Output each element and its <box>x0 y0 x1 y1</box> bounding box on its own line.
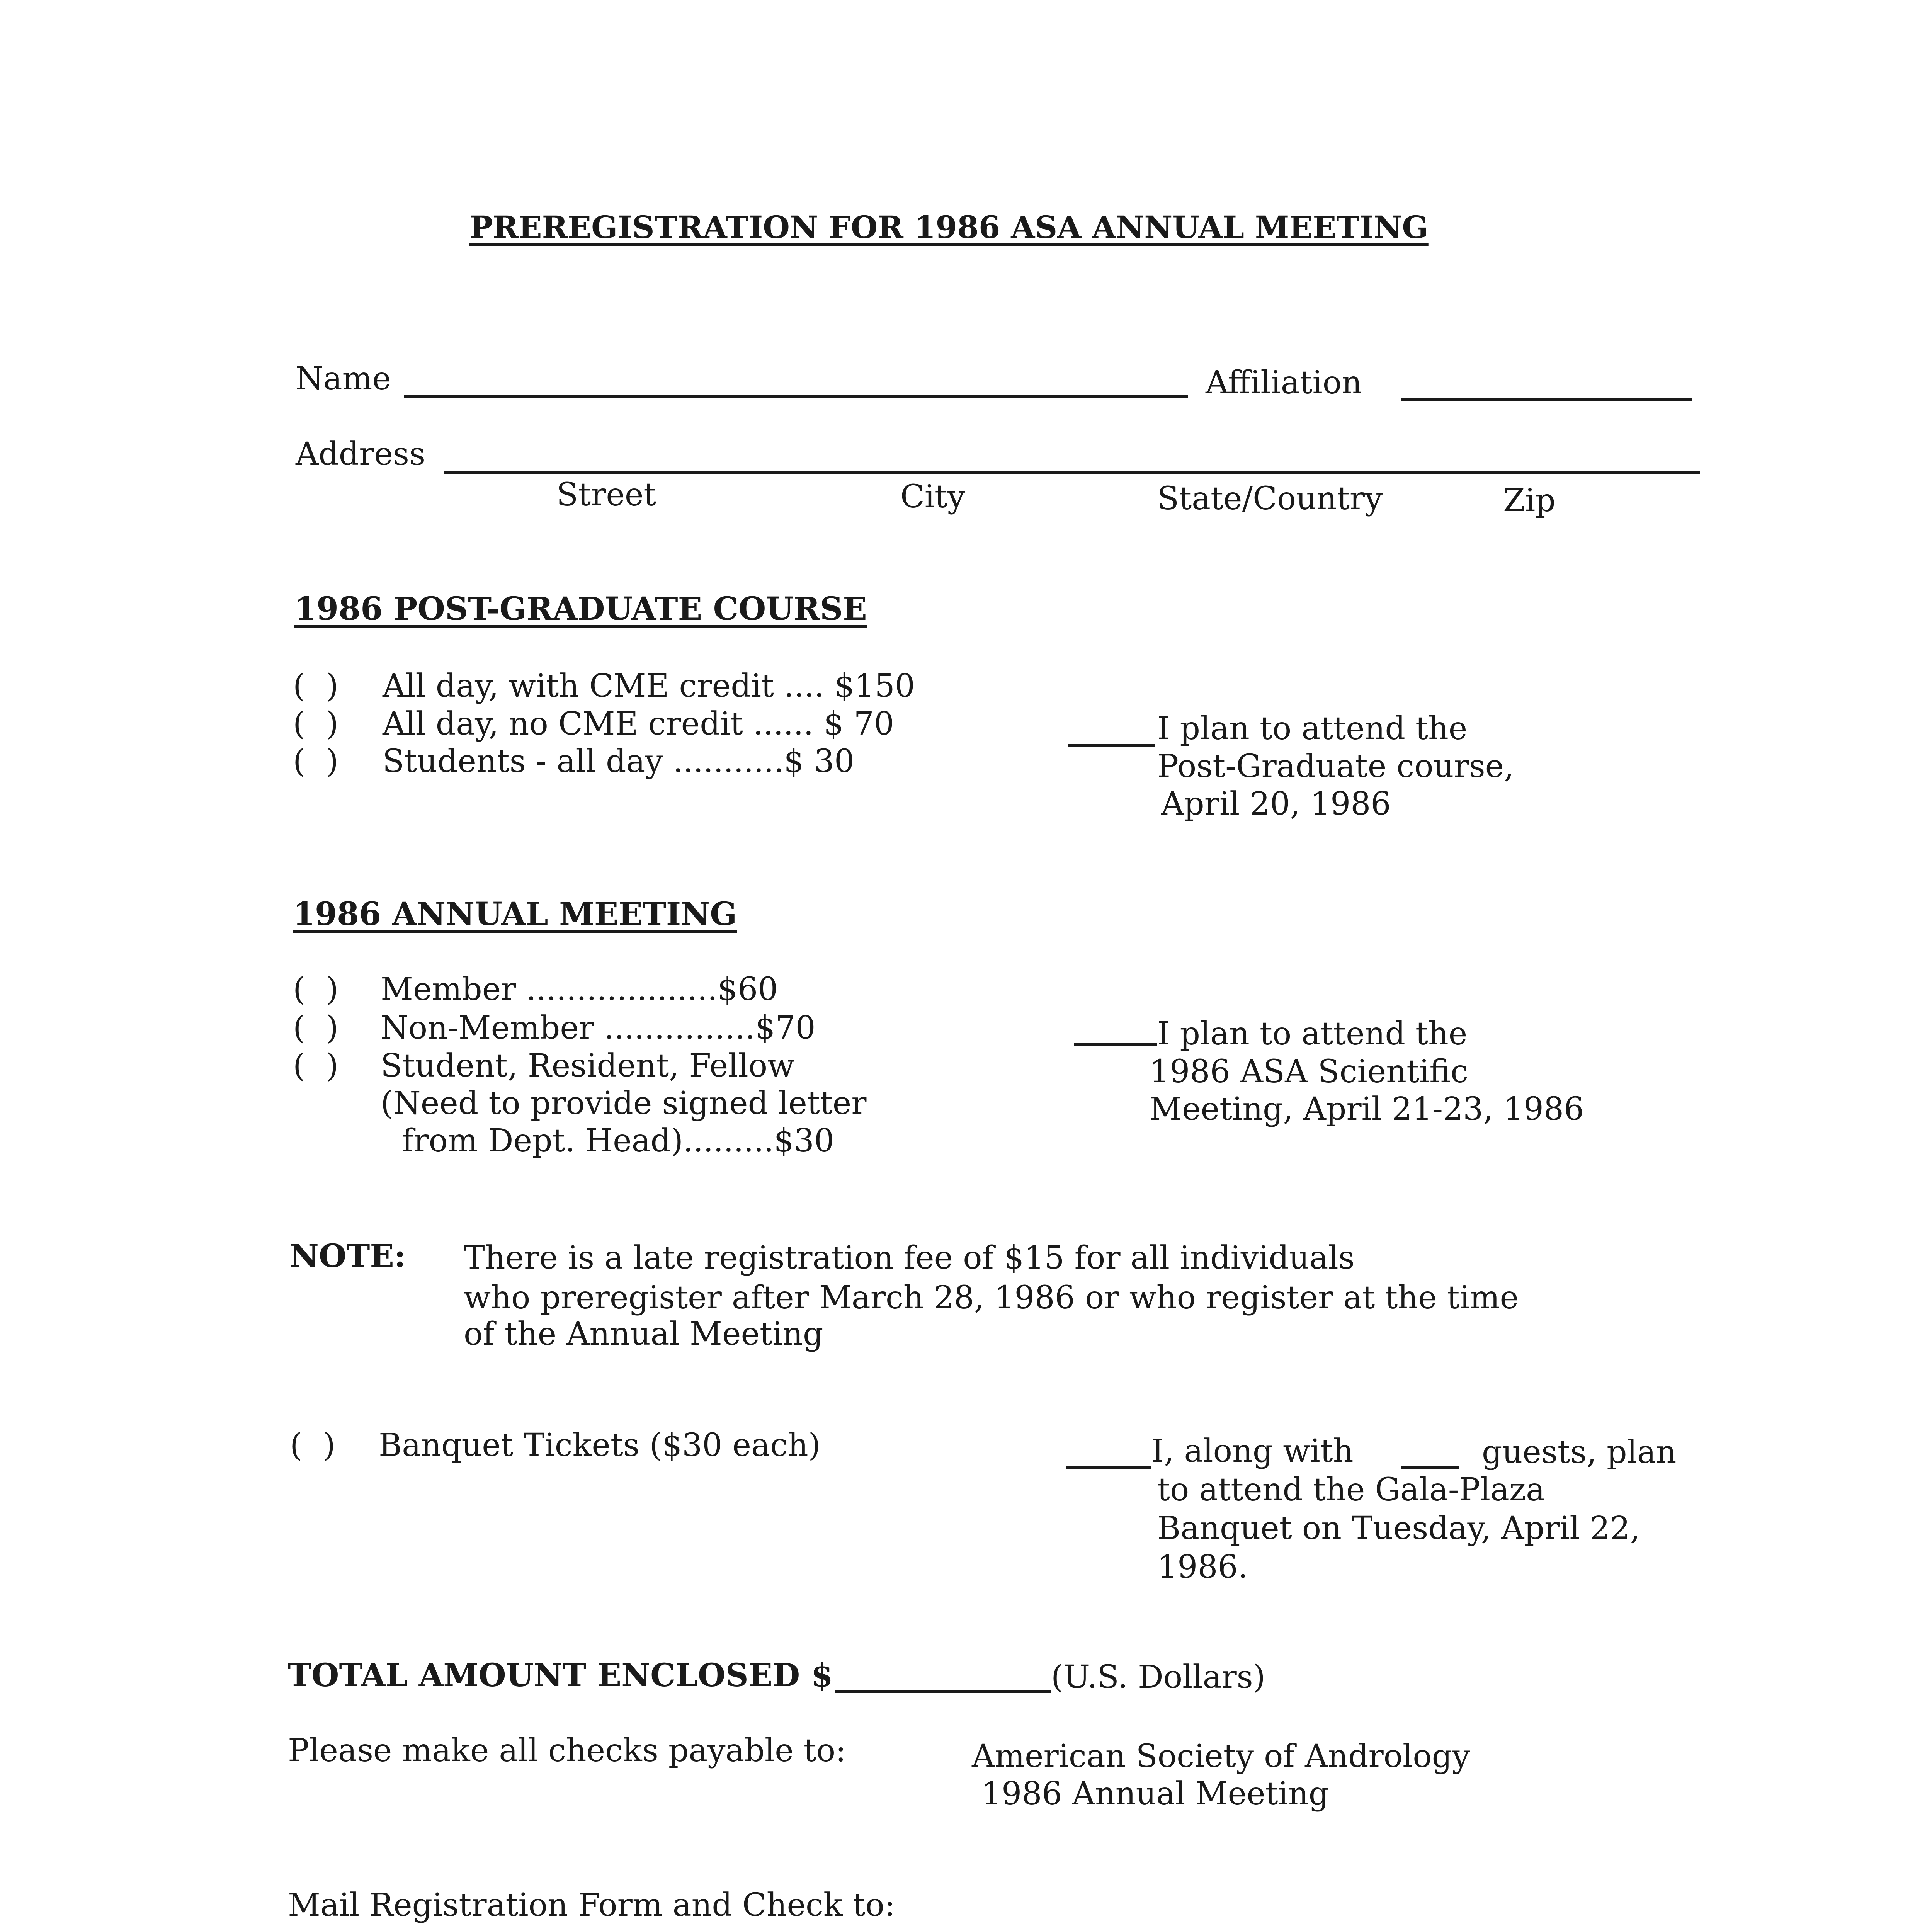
annual-option-3-label: Student, Resident, Fellow <box>381 1048 795 1084</box>
annual-student-note-2: from Dept. Head).........$30 <box>402 1122 835 1159</box>
annual-option-1-box[interactable]: ( ) <box>293 971 344 1008</box>
address-part-city: City <box>900 478 966 515</box>
address-part-street: Street <box>556 476 656 513</box>
address-field[interactable] <box>444 471 1700 474</box>
postgrad-option-2-box[interactable]: ( ) <box>293 706 344 742</box>
payable-label: Please make all checks payable to: <box>288 1732 846 1769</box>
postgrad-option-1-label: All day, with CME credit .... $150 <box>383 668 915 704</box>
banquet-guests-blank[interactable] <box>1401 1466 1459 1469</box>
banquet-line-4: 1986. <box>1157 1549 1248 1585</box>
name-label: Name <box>296 361 391 397</box>
affiliation-field[interactable] <box>1401 398 1692 401</box>
payable-line-1: American Society of Andrology <box>972 1738 1470 1775</box>
banquet-line-2: to attend the Gala-Plaza <box>1157 1471 1545 1508</box>
annual-option-2-label: Non-Member ...............$70 <box>381 1010 816 1046</box>
name-field[interactable] <box>404 395 1188 398</box>
annual-option-1-label: Member ...................$60 <box>381 971 778 1008</box>
annual-student-note-1: (Need to provide signed letter <box>381 1085 867 1122</box>
mail-label: Mail Registration Form and Check to: <box>288 1887 895 1923</box>
annual-attend-blank[interactable] <box>1074 1043 1157 1046</box>
postgrad-option-2-label: All day, no CME credit ...... $ 70 <box>383 706 894 742</box>
total-label: TOTAL AMOUNT ENCLOSED $ <box>288 1657 833 1694</box>
total-suffix: (U.S. Dollars) <box>1051 1659 1265 1696</box>
banquet-attend-blank[interactable] <box>1066 1466 1151 1469</box>
total-amount-field[interactable] <box>835 1690 1051 1693</box>
address-part-state: State/Country <box>1157 480 1383 517</box>
address-part-zip: Zip <box>1503 482 1556 519</box>
postgrad-heading: 1986 POST-GRADUATE COURSE <box>294 590 867 628</box>
postgrad-option-1-box[interactable]: ( ) <box>293 668 344 704</box>
postgrad-option-3-label: Students - all day ...........$ 30 <box>383 743 855 780</box>
note-label: NOTE: <box>290 1238 406 1275</box>
annual-attend-line-2: 1986 ASA Scientific <box>1150 1053 1468 1090</box>
note-line-3: of the Annual Meeting <box>464 1316 823 1352</box>
annual-attend-line-1: I plan to attend the <box>1157 1015 1468 1052</box>
page-title: PREREGISTRATION FOR 1986 ASA ANNUAL MEETING <box>469 209 1429 245</box>
note-line-1: There is a late registration fee of $15 for all individuals <box>464 1240 1355 1276</box>
postgrad-option-3-box[interactable]: ( ) <box>293 743 344 780</box>
postgrad-attend-line-3: April 20, 1986 <box>1161 786 1391 822</box>
address-label: Address <box>296 436 426 473</box>
banquet-label: Banquet Tickets ($30 each) <box>379 1427 821 1464</box>
banquet-box[interactable]: ( ) <box>290 1427 341 1464</box>
payable-line-2: 1986 Annual Meeting <box>981 1776 1329 1812</box>
annual-heading: 1986 ANNUAL MEETING <box>293 896 737 933</box>
annual-attend-line-3: Meeting, April 21-23, 1986 <box>1150 1091 1584 1128</box>
banquet-line-3: Banquet on Tuesday, April 22, <box>1157 1510 1640 1547</box>
affiliation-label: Affiliation <box>1206 364 1362 401</box>
postgrad-attend-line-1: I plan to attend the <box>1157 710 1468 747</box>
postgrad-attend-blank[interactable] <box>1068 744 1155 747</box>
banquet-line-1a: I, along with <box>1151 1433 1354 1469</box>
postgrad-attend-line-2: Post-Graduate course, <box>1157 748 1514 785</box>
annual-option-3-box[interactable]: ( ) <box>293 1048 344 1084</box>
note-line-2: who preregister after March 28, 1986 or who register at the time <box>464 1279 1519 1316</box>
annual-option-2-box[interactable]: ( ) <box>293 1010 344 1046</box>
banquet-line-1b: guests, plan <box>1482 1434 1677 1471</box>
